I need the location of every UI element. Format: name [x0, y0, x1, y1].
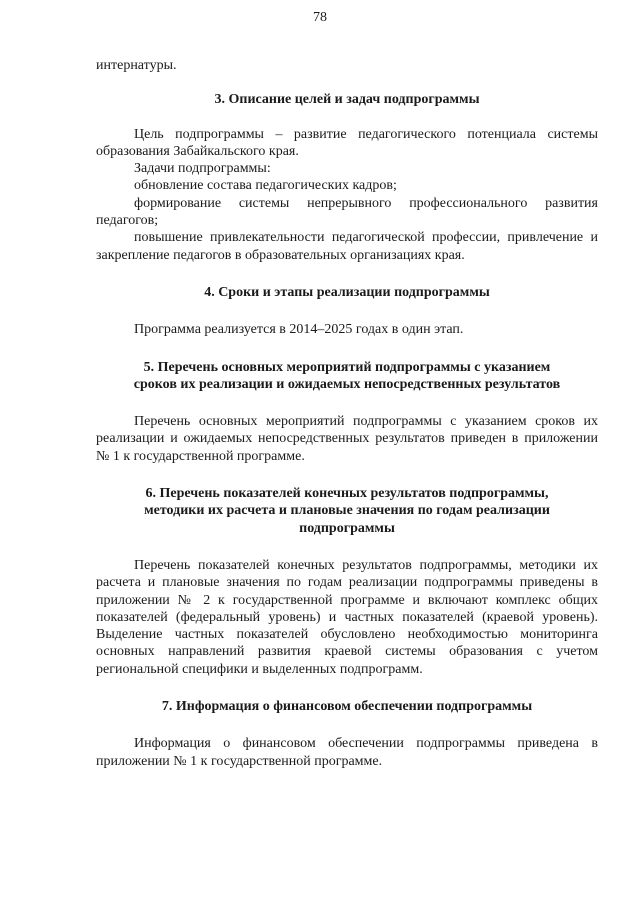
- section-6-text: Перечень показателей конечных результатов подпрограммы, методики их расчета и плановые значения по годам реализации подпрограммы приведены в приложении № 2 к государственной программе и включают комплекс общих показателей (федеральный уровень) и частных показателей (краевой уровень). Выделение частных показателей обусловлено необходимостью мониторинга основных направлений развития краевой системы образования с учетом региональной специфики и выделенных подпрограмм.: [96, 557, 598, 677]
- section-6-heading-line-3: подпрограммы: [299, 520, 395, 536]
- section-5-text: Перечень основных мероприятий подпрограммы с указанием сроков их реализации и ожидаемых непосредственных результатов приведен в приложении № 1 к государственной программе.: [96, 414, 598, 464]
- section-3-tasks-label: Задачи подпрограммы:: [134, 161, 271, 177]
- section-5-heading: [96, 359, 598, 394]
- intro-text: интернатуры.: [96, 58, 177, 73]
- page-number: 78: [313, 10, 327, 25]
- section-4-heading: 4. Сроки и этапы реализации подпрограммы: [204, 284, 490, 300]
- section-6-heading-line-1: 6. Перечень показателей конечных результатов подпрограммы,: [145, 486, 549, 502]
- section-3-goal: Цель подпрограммы – развитие педагогического потенциала системы образования Забайкальского края.: [96, 126, 598, 159]
- section-3-task-2: формирование системы непрерывного профессионального развития педагогов;: [96, 195, 598, 229]
- page-content: [96, 57, 598, 770]
- section-6-heading-line-2: методики их расчета и плановые значения по годам реализации: [144, 503, 550, 519]
- section-7-text: Информация о финансовом обеспечении подпрограммы приведена в приложении № 1 к государственной программе.: [96, 736, 598, 769]
- section-5-heading-line-1: 5. Перечень основных мероприятий подпрограммы с указанием: [143, 359, 551, 375]
- section-6-heading: [96, 485, 598, 537]
- section-3-task-1: обновление состава педагогических кадров;: [134, 178, 397, 194]
- section-4-text: Программа реализуется в 2014–2025 годах в один этап.: [134, 322, 464, 338]
- section-3-heading: 3. Описание целей и задач подпрограммы: [214, 92, 480, 108]
- section-3-task-3: повышение привлекательности педагогической профессии, привлечение и закрепление педагогов в образовательных организациях края.: [96, 230, 598, 263]
- section-7-heading: 7. Информация о финансовом обеспечении подпрограммы: [161, 699, 533, 715]
- section-5-heading-line-2: сроков их реализации и ожидаемых непосредственных результатов: [133, 376, 561, 392]
